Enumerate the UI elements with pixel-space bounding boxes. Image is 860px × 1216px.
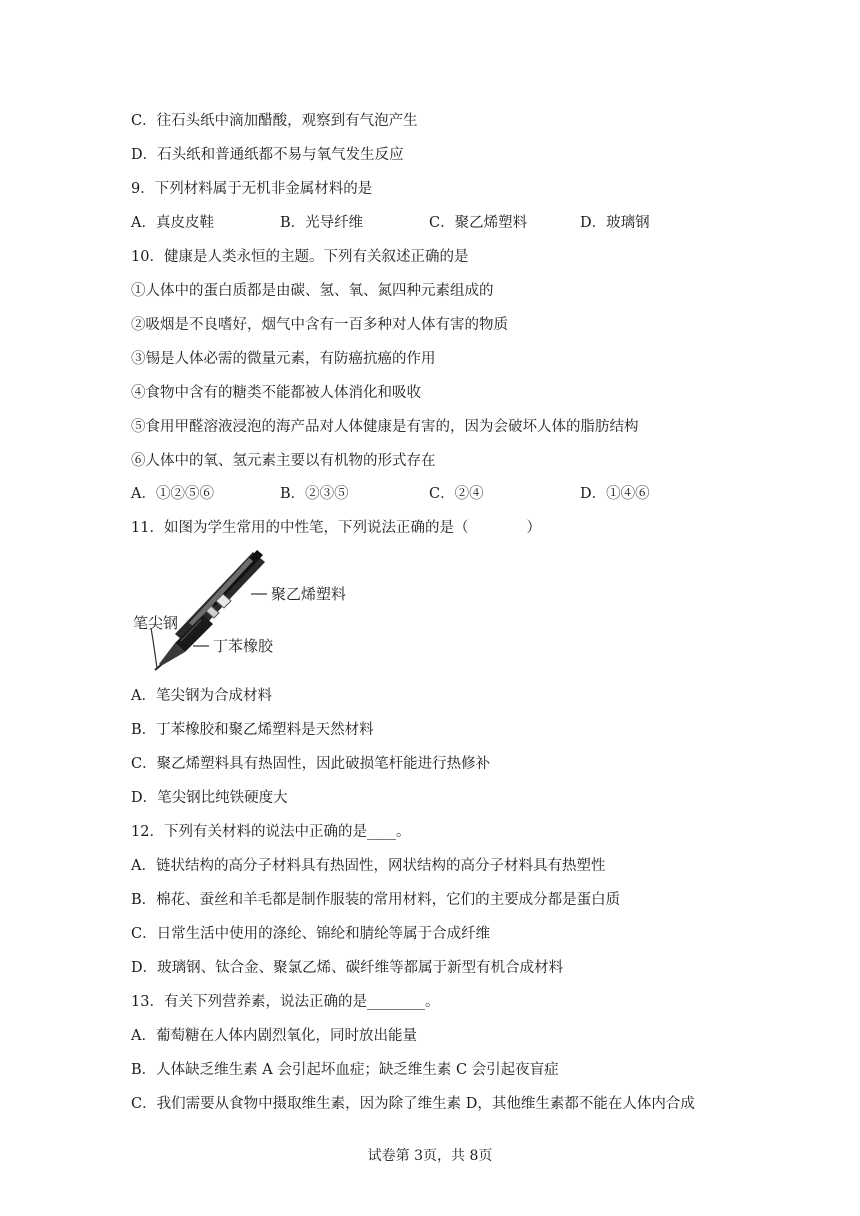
- q11-stem: 11．如图为学生常用的中性笔，下列说法正确的是（ ）: [131, 520, 541, 536]
- q10-statement-6: ⑥人体中的氧、氢元素主要以有机物的形式存在: [131, 453, 436, 469]
- q10-statement-1: ①人体中的蛋白质都是由碳、氢、氧、氮四种元素组成的: [131, 283, 494, 299]
- q12-stem: 12．下列有关材料的说法中正确的是____。: [131, 824, 411, 840]
- q11-option-a: A．笔尖钢为合成材料: [131, 688, 272, 704]
- label-leader-steel: [151, 628, 157, 668]
- q10-option-b: B．②③⑤: [280, 486, 349, 502]
- q11-option-c: C．聚乙烯塑料具有热固性，因此破损笔杆能进行热修补: [131, 756, 491, 772]
- label-pen-tip-steel: 笔尖钢: [133, 614, 179, 632]
- q12-option-d: D．玻璃钢、钛合金、聚氯乙烯、碳纤维等都属于新型有机合成材料: [131, 960, 564, 976]
- label-sbr-rubber: 丁苯橡胶: [213, 637, 274, 655]
- page-footer: 试卷第 3页，共 8页: [367, 1148, 493, 1164]
- q10-statement-3: ③锡是人体必需的微量元素，有防癌抗癌的作用: [131, 351, 436, 367]
- q13-option-a: A．葡萄糖在人体内剧烈氧化，同时放出能量: [131, 1028, 417, 1044]
- q9-option-a: A．真皮皮鞋: [131, 215, 214, 231]
- q11-option-d: D．笔尖钢比纯铁硬度大: [131, 790, 288, 806]
- q12-option-a: A．链状结构的高分子材料具有热固性，网状结构的高分子材料具有热塑性: [131, 858, 606, 874]
- q10-option-c: C．②④: [429, 486, 484, 502]
- q10-stem: 10．健康是人类永恒的主题。下列有关叙述正确的是: [131, 249, 469, 265]
- q13-option-b: B．人体缺乏维生素 A 会引起坏血症；缺乏维生素 C 会引起夜盲症: [131, 1062, 559, 1078]
- q11-option-b: B．丁苯橡胶和聚乙烯塑料是天然材料: [131, 722, 374, 738]
- q10-option-a: A．①②⑤⑥: [131, 486, 214, 502]
- q10-statement-5: ⑤食用甲醛溶液浸泡的海产品对人体健康是有害的，因为会破坏人体的脂肪结构: [131, 419, 639, 435]
- q9-option-c: C．聚乙烯塑料: [429, 215, 528, 231]
- q12-option-b: B．棉花、蚕丝和羊毛都是制作服装的常用材料，它们的主要成分都是蛋白质: [131, 892, 621, 908]
- q9-option-b: B．光导纤维: [280, 215, 364, 231]
- q10-statement-4: ④食物中含有的糖类不能都被人体消化和吸收: [131, 385, 421, 401]
- q13-option-c: C．我们需要从食物中摄取维生素，因为除了维生素 D，其他维生素都不能在人体内合成: [131, 1096, 695, 1112]
- gel-pen-diagram: [131, 548, 363, 672]
- q8-option-c: C．往石头纸中滴加醋酸，观察到有气泡产生: [131, 113, 418, 129]
- q10-statement-2: ②吸烟是不良嗜好，烟气中含有一百多种对人体有害的物质: [131, 317, 508, 333]
- q10-option-d: D．①④⑥: [580, 486, 650, 502]
- q13-stem: 13．有关下列营养素，说法正确的是________。: [131, 994, 440, 1010]
- pen-figure: [131, 548, 363, 672]
- label-polyethylene-plastic: 聚乙烯塑料: [271, 585, 347, 603]
- q12-option-c: C．日常生活中使用的涤纶、锦纶和腈纶等属于合成纤维: [131, 926, 491, 942]
- q9-stem: 9．下列材料属于无机非金属材料的是: [131, 181, 373, 197]
- q8-option-d: D．石头纸和普通纸都不易与氧气发生反应: [131, 147, 404, 163]
- q9-option-d: D．玻璃钢: [580, 215, 650, 231]
